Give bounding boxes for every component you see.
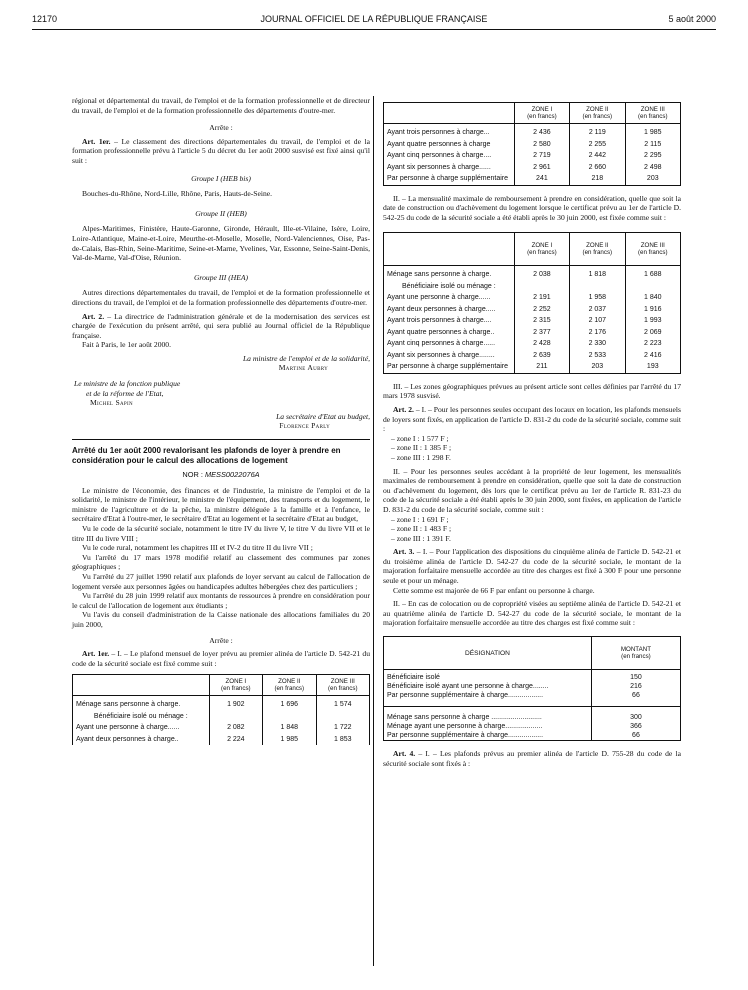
page-number: 12170 [32,14,58,24]
zone-list-item: – zone II : 1 385 F ; [391,443,452,453]
visa: Vu le code rural, notamment les chapitres III et IV-2 du titre II du livre VII ; [82,543,313,553]
signatory-1-title: La ministre de l'emploi et de la solidarité, [242,353,370,363]
zone-list-item: – zone III : 1 298 F. [391,452,451,462]
table-header-zone1: ZONE I (en francs) [514,233,569,266]
rent-ceiling-table-continued [383,102,681,186]
signatory-2-title-a: Le ministre de la fonction publique [74,379,181,389]
signatory-2-name: Michel Sapin [90,398,133,408]
paragraph: III. – Les zones géographiques prévues au présent article sont celles définies par l'arrêté du 17 mars 1978 susvisé. [383,381,681,401]
table-header-zone1: ZONE I (en francs) [209,675,262,696]
arrete-heading: Arrête : [209,123,233,133]
paragraph: II. – En cas de colocation ou de copropriété visées au septième alinéa de l'article D. 542-21 et au quatrième alinéa de l'article D. 542-27 du code de la sécurité sociale, le montant de la majoration forfaitaire mensuelle accordée au titre des charges est fixé comme suit : [383,599,681,628]
article-label: Art. 1er. [82,136,111,146]
table-row: Ayant quatre personnes à charge 2 580 2 255 2 115 [384,139,681,151]
left-column [72,96,370,753]
column-divider [373,96,374,966]
article-3 [383,547,681,585]
nor-reference [72,470,370,480]
table-header-zone2: ZONE II (en francs) [263,675,316,696]
table-row: Ayant quatre personnes à charge.. 2 377 2 176 2 069 [384,327,681,339]
signatory-1-name: Martine Aubry [278,363,328,373]
header-rule [32,29,716,30]
visa: Le ministre de l'économie, des finances et de l'industrie, la ministre de l'emploi et de la solidarité, le ministre de l'intérieur, le ministre de l'équipement, des transports et du logement, le ministre de l'agriculture et de la pêche, la ministre déléguée à la famille et à l'enfance, le secrétaire d'Etat à l'outre-mer, le secrétaire d'Etat au logement et la secrétaire d'Etat au budget, [72,485,370,524]
article-text: – La directrice de l'administration générale et de la modernisation des services est chargée de l'exécution du présent arrêté, qui sera publié au Journal officiel de la République française. [72,311,370,340]
table-row: Ayant deux personnes à charge.. 2 224 1 985 1 853 [73,734,370,746]
article-1 [72,137,370,166]
rent-ceiling-table-1 [72,674,370,745]
article-4 [383,749,681,768]
publication-date: 5 août 2000 [668,14,716,24]
table-row: Ayant une personne à charge...... 2 082 1 848 1 722 [73,722,370,734]
table-row: Ayant deux personnes à charge..... 2 252 2 037 1 916 [384,304,681,316]
section-separator [72,439,370,440]
zone-list-item: – zone II : 1 483 F ; [391,524,452,534]
table-row: Bénéficiaire isolé ou ménage : [384,281,681,293]
charges-table [383,636,681,741]
zone-list-item: – zone III : 1 391 F. [391,533,451,543]
paragraph: Cette somme est majorée de 66 F par enfant ou personne à charge. [393,585,595,595]
table-row: Ménage sans personne à charge. 2 038 1 818 1 688 [384,266,681,281]
article-label: Art. 1er. [82,649,110,659]
article-2b [383,405,681,434]
article-text: – I. – Le plafond mensuel de loyer prévu au premier alinéa de l'article D. 542-21 du code de la sécurité sociale est fixé comme suit : [72,649,370,668]
visa: Vu l'arrêté du 27 juillet 1990 relatif aux plafonds de loyer servant au calcul de l'allocation de logement versée aux personnes âgées ou handicapées adultes hébergées chez des particuliers ; [72,571,370,591]
article-1b [72,649,370,668]
table-row: Ayant six personnes à charge........ 2 639 2 533 2 416 [384,350,681,362]
group-2-list: Alpes-Maritimes, Finistère, Haute-Garonne, Gironde, Hérault, Ille-et-Vilaine, Isère, Loire, Loire-Atlantique, Maine-et-Loire, Meurthe-et-Moselle, Moselle, Nord-Valenciennes, Oise, Pas-de-Calais, Bas-Rhin, Seine-Maritime, Seine-et-Marne, Yvelines, Var, Essonne, Seine-Saint-Denis, Val-de-Marne, Val-d'Oise, Réunion. [72,224,370,263]
table-row: Par personne à charge supplémentaire 241 218 203 [384,173,681,185]
table-row: Bénéficiaire isolé ou ménage : [73,711,370,723]
table-header-zone3: ZONE III (en francs) [625,103,680,124]
table-row: Bénéficiaire isolé ayant une personne à charge........ 216 [384,682,681,691]
visa: Vu l'arrêté du 17 mars 1978 modifié relatif au classement des communes par zones géographiques ; [72,552,370,572]
table-row: Ayant une personne à charge...... 2 191 1 958 1 840 [384,292,681,304]
article-text: – Le classement des directions départementales du travail, de l'emploi et de la formation professionnelle prévu à l'article 5 du décret du 1er août 2000 susvisé est fixé ainsi qu'il suit : [72,136,370,165]
right-column [383,102,681,768]
table-header-zone1: ZONE I (en francs) [514,103,569,124]
table-row: Bénéficiaire isolé 150 [384,670,681,683]
nor-label: NOR : [182,470,205,480]
table-header-zone3: ZONE III (en francs) [625,233,680,266]
article-label: Art. 3. [393,547,415,557]
table-row: Par personne supplémentaire à charge.................. 66 [384,691,681,707]
paragraph: II. – La mensualité maximale de remboursement à prendre en considération, quelle que soit la date de construction ou d'achèvement du logement lorsque le certificat prévu au 1er de l'article D. 542-25 du code de la sécurité sociale a été établi après le 30 juin 2000, est fixée comme suit : [383,193,681,222]
table-header-empty [384,103,515,124]
table-row: Ménage sans personne à charge. 1 902 1 696 1 574 [73,696,370,711]
article-label: Art. 2. [393,404,414,414]
table-row: Par personne supplémentaire à charge.................. 66 [384,731,681,741]
visa: Vu le code de la sécurité sociale, notamment le titre IV du livre V, le titre V du livre VII et le titre III du livre VIII ; [72,524,370,543]
paragraph: II. – Pour les personnes seules accédant à la propriété de leur logement, les mensualités maximales de remboursement à prendre en considération, quelle que soit la date de construction ou d'achèvement du logement, dès lors que le certificat prévu au 1er de l'article R. 831-23 du code de la sécurité sociale a été établi après le 30 juin 2000, sont fixées, en application de l'article D. 831-2 du code de la sécurité sociale, comme suit : [383,466,681,514]
zone-list-item: – zone I : 1 577 F ; [391,433,449,443]
table-header-zone2: ZONE II (en francs) [570,103,625,124]
table-row: Par personne à charge supplémentaire 211 203 193 [384,361,681,373]
signature-date: Fait à Paris, le 1er août 2000. [82,340,171,350]
table-header-zone2: ZONE II (en francs) [570,233,625,266]
table-row: Ayant trois personnes à charge.... 2 315 2 107 1 993 [384,315,681,327]
article-text: – I. – Les plafonds prévus au premier alinéa de l'article D. 755-28 du code de la sécurité sociale sont fixés à : [383,749,681,768]
article-label: Art. 4. [393,749,416,759]
arrete-heading: Arrête : [209,635,233,645]
table-row: Ayant cinq personnes à charge...... 2 428 2 330 2 223 [384,338,681,350]
table-header-amount: MONTANT (en francs) [591,637,680,670]
zone-list-item: – zone I : 1 691 F ; [391,514,449,524]
paragraph: régional et départemental du travail, de l'emploi et de la formation professionnelle et de directeur du travail, de l'emploi et de la formation professionnelle des départements d'outre-mer. [72,96,370,115]
table-row: Ayant cinq personnes à charge.... 2 719 2 442 2 295 [384,150,681,162]
table-row: Ménage sans personne à charge .......................... 300 [384,707,681,723]
table-row: Ménage ayant une personne à charge................... 366 [384,722,681,731]
table-header-empty [73,675,210,696]
table-row: Ayant trois personnes à charge... 2 436 2 119 1 985 [384,124,681,139]
article-text: – I. – Pour les personnes seules occupant des locaux en location, les plafonds mensuels de loyers sont fixés, en application de l'article D. 831-2 du code de la sécurité sociale, comme suit : [383,404,681,434]
group-3-list: Autres directions départementales du travail, de l'emploi et de la formation professionnelle et directions du travail, de l'emploi et de la formation professionnelle des départements d'outre-mer. [72,288,370,307]
table-row: Ayant six personnes à charge...... 2 961 2 660 2 498 [384,162,681,174]
article-text: – I. – Pour l'application des dispositions du cinquième alinéa de l'article D. 542-21 et du troisième alinéa de l'article D. 542-27 du code de la sécurité sociale, le montant de la majoration forfaitaire mensuelle accordée au titre des charges est fixé à 300 F pour une personne seule et pour un ménage. [383,547,681,586]
article-label: Art. 2. [82,311,105,321]
table-header-designation: DÉSIGNATION [384,637,592,670]
table-header-empty [384,233,515,266]
signatory-3-title: La secrétaire d'Etat au budget, [276,411,370,421]
decree-title: Arrêté du 1er août 2000 revalorisant les plafonds de loyer à prendre en considération pour le calcul des allocations de logement [72,446,341,466]
group-1-list: Bouches-du-Rhône, Nord-Lille, Rhône, Paris, Hauts-de-Seine. [82,189,273,199]
nor-code: MESS0022076A [204,470,260,480]
group-3-title: Groupe III (HEA) [193,272,249,282]
signatory-3-name: Florence Parly [279,421,330,431]
signatory-2-title-b: et de la réforme de l'Etat, [86,388,164,398]
group-2-title: Groupe II (HEB) [195,208,247,218]
group-1-title: Groupe I (HEB bis) [191,173,251,183]
article-2 [72,312,370,341]
visa: Vu l'arrêté du 28 juin 1999 relatif aux montants de ressources à prendre en considération pour le calcul de l'allocation de logement aux étudiants ; [72,591,370,610]
journal-title: JOURNAL OFFICIEL DE LA RÉPUBLIQUE FRANÇAISE [260,14,488,24]
repayment-table [383,232,681,374]
page-header [32,14,716,28]
table-header-zone3: ZONE III (en francs) [316,675,369,696]
visa: Vu l'avis du conseil d'administration de la Caisse nationale des allocations familiales du 20 juin 2000, [72,610,370,629]
